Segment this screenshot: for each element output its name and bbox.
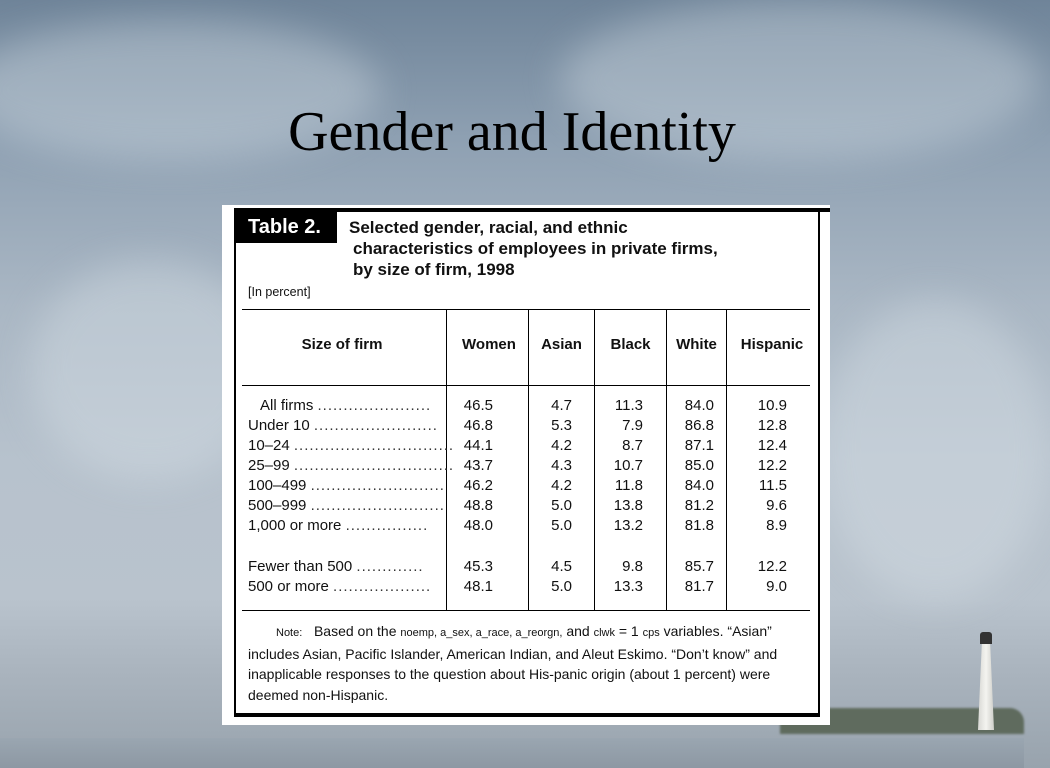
row-label-text: All firms xyxy=(260,397,314,414)
row-label xyxy=(248,397,442,414)
note-variable: cps xyxy=(642,627,660,639)
cell-value: 4.7 xyxy=(551,397,572,414)
table-row xyxy=(222,397,818,417)
cell-value: 87.1 xyxy=(684,437,714,454)
note-text: variables. “Asian” includes Asian, Pacific Islander, American Indian, and Aleut Eskimo. “Don’t know” and inapplicable responses to the question about His-panic origin (about 1 percent) were deemed non-Hispanic. xyxy=(248,623,778,703)
table-footnote xyxy=(248,621,814,705)
table-figure xyxy=(222,205,830,725)
leader-dots: ............. xyxy=(356,558,424,575)
cell-value: 4.3 xyxy=(551,457,572,474)
header-top-rule xyxy=(242,309,810,310)
table-bottom-rule xyxy=(234,713,818,717)
row-label xyxy=(248,578,430,595)
cell-value: 5.0 xyxy=(551,497,572,514)
note-variables: noemp, a_sex, a_race, a_reorgn, xyxy=(400,627,563,639)
row-label-text: 500 or more xyxy=(248,578,329,595)
note-text: Based on the xyxy=(313,623,397,639)
cell-value: 46.2 xyxy=(463,477,493,494)
cell-value: 10.7 xyxy=(613,457,643,474)
column-header-hispanic: Hispanic xyxy=(740,336,804,353)
table-row xyxy=(222,558,818,578)
leader-dots: ............................... xyxy=(293,437,455,454)
cell-value: 13.2 xyxy=(613,517,643,534)
row-label xyxy=(248,517,430,534)
cell-value: 85.7 xyxy=(684,558,714,575)
note-variable: clwk xyxy=(593,627,615,639)
row-label xyxy=(248,558,430,575)
cell-value: 12.2 xyxy=(757,457,787,474)
table-row xyxy=(222,578,818,598)
table-row xyxy=(222,417,818,437)
row-label-text: 10–24 xyxy=(248,437,290,454)
cell-value: 8.7 xyxy=(622,437,643,454)
cell-value: 44.1 xyxy=(463,437,493,454)
caption-line: by size of firm, 1998 xyxy=(353,260,515,279)
column-header-size: Size of firm xyxy=(301,336,383,353)
caption-line: characteristics of employees in private firms, xyxy=(353,239,718,258)
table-row xyxy=(222,437,818,457)
cell-value: 5.0 xyxy=(551,578,572,595)
cell-value: 9.6 xyxy=(766,497,787,514)
note-text: and xyxy=(566,623,590,639)
leader-dots: ............................... xyxy=(293,457,455,474)
cell-value: 11.8 xyxy=(614,477,643,494)
column-header-asian: Asian xyxy=(541,336,582,353)
slide-title: Gender and Identity xyxy=(288,101,736,163)
cell-value: 11.3 xyxy=(614,397,643,414)
unit-note: [In percent] xyxy=(248,285,311,299)
cell-value: 11.5 xyxy=(758,477,787,494)
cell-value: 86.8 xyxy=(684,417,714,434)
row-label-text: 1,000 or more xyxy=(248,517,342,534)
header-bottom-rule xyxy=(242,385,810,386)
cell-value: 85.0 xyxy=(684,457,714,474)
cell-value: 46.8 xyxy=(463,417,493,434)
cell-value: 48.1 xyxy=(463,578,493,595)
cell-value: 9.8 xyxy=(622,558,643,575)
lighthouse-image xyxy=(978,640,994,730)
row-label xyxy=(248,457,455,474)
column-header-black: Black xyxy=(610,336,651,353)
cell-value: 84.0 xyxy=(684,477,714,494)
cell-value: 12.2 xyxy=(757,558,787,575)
row-label xyxy=(248,437,455,454)
cell-value: 4.2 xyxy=(551,437,572,454)
cell-value: 81.2 xyxy=(684,497,714,514)
cell-value: 10.9 xyxy=(757,397,787,414)
leader-dots: ........................ xyxy=(313,417,438,434)
cell-value: 81.7 xyxy=(684,578,714,595)
cell-value: 46.5 xyxy=(463,397,493,414)
cell-value: 5.0 xyxy=(551,517,572,534)
column-header-white: White xyxy=(676,336,717,353)
row-label xyxy=(248,497,445,514)
leader-dots: .......................... xyxy=(310,477,445,494)
row-label-text: 25–99 xyxy=(248,457,290,474)
leader-dots: ...................... xyxy=(317,397,432,414)
cell-value: 8.9 xyxy=(766,517,787,534)
caption-line: Selected gender, racial, and ethnic xyxy=(349,218,628,237)
row-label-text: Fewer than 500 xyxy=(248,558,353,575)
cell-value: 48.8 xyxy=(463,497,493,514)
table-row xyxy=(222,457,818,477)
cell-value: 48.0 xyxy=(463,517,493,534)
sea-background xyxy=(0,738,1024,768)
column-header-women: Women xyxy=(462,336,516,353)
leader-dots: ................ xyxy=(345,517,429,534)
leader-dots: .......................... xyxy=(310,497,445,514)
table-row xyxy=(222,517,818,537)
cell-value: 4.2 xyxy=(551,477,572,494)
row-label-text: Under 10 xyxy=(248,417,310,434)
cell-value: 81.8 xyxy=(684,517,714,534)
lighthouse-lantern xyxy=(980,632,992,644)
cell-value: 4.5 xyxy=(551,558,572,575)
table-caption xyxy=(349,217,789,280)
cell-value: 12.8 xyxy=(757,417,787,434)
cell-value: 43.7 xyxy=(463,457,493,474)
row-label-text: 500–999 xyxy=(248,497,307,514)
cell-value: 5.3 xyxy=(551,417,572,434)
cell-value: 13.3 xyxy=(613,578,643,595)
row-label-text: 100–499 xyxy=(248,477,307,494)
cell-value: 9.0 xyxy=(766,578,787,595)
cell-value: 7.9 xyxy=(622,417,643,434)
table-right-rule xyxy=(818,208,820,717)
cell-value: 45.3 xyxy=(463,558,493,575)
table-row xyxy=(222,497,818,517)
cell-value: 12.4 xyxy=(757,437,787,454)
row-label xyxy=(248,477,445,494)
note-lead: Note: xyxy=(276,627,303,639)
cell-value: 13.8 xyxy=(613,497,643,514)
table-label: Table 2. xyxy=(234,208,337,243)
body-bottom-rule xyxy=(242,610,810,611)
leader-dots: ................... xyxy=(333,578,432,595)
cell-value: 84.0 xyxy=(684,397,714,414)
table-row xyxy=(222,477,818,497)
note-text: = 1 xyxy=(618,623,639,639)
row-label xyxy=(248,417,438,434)
